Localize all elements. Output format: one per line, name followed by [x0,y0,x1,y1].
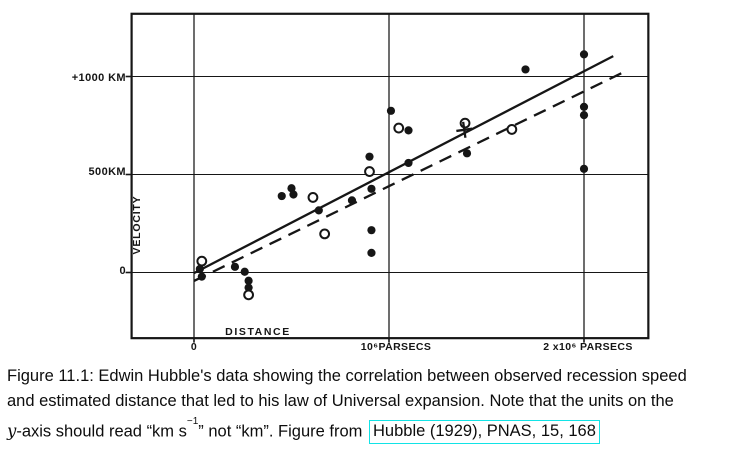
fit-line-dashed [194,72,624,281]
fit-line-solid [194,56,613,273]
data-point-filled [387,107,395,115]
data-point-open [197,257,206,266]
data-point-filled [367,249,375,257]
data-point-open [507,125,516,134]
data-point-open [320,229,329,238]
y-axis-title-velocity: VELOCITY [131,195,143,255]
data-point-filled [231,263,239,271]
data-point-filled [198,273,206,281]
y-tick-label-0: 0 [119,265,126,277]
data-point-open [461,119,470,128]
data-point-filled [367,226,375,234]
x-tick-label-0: 0 [190,341,198,353]
data-point-open [365,167,374,176]
caption-italic-y: y [7,421,17,441]
data-point-filled [241,268,249,276]
y-tick-label-500km: 500KM [88,166,126,178]
data-point-filled [580,111,588,119]
data-point-filled [348,196,356,204]
x-tick-label-1e6-parsecs: 10⁶PARSECS [360,341,432,353]
data-point-filled [365,153,373,161]
data-point-filled [289,190,297,198]
data-point-filled [463,149,471,157]
data-point-filled [521,65,529,73]
plot-border [132,14,649,338]
figure-caption [7,364,743,444]
data-point-filled [367,185,375,193]
data-point-filled [404,126,412,134]
data-point-open [394,124,403,133]
data-point-open [244,290,253,299]
x-axis-title-distance: DISTANCE [225,326,291,338]
caption-line-3 [7,415,743,445]
data-point-filled [580,50,588,58]
data-point-filled [404,159,412,167]
data-point-filled [278,192,286,200]
citation-link[interactable]: Hubble (1929), PNAS, 15, 168 [369,420,600,444]
caption-superscript: −1 [186,416,199,428]
caption-line-3-text-b: ” not “km”. Figure from [198,422,367,441]
data-point-filled [580,103,588,111]
data-point-filled [580,165,588,173]
x-tick-label-2e6-parsecs: 2 x10⁶ PARSECS [543,341,633,353]
data-point-filled [315,206,323,214]
data-point-open [309,193,318,202]
caption-line-1: Figure 11.1: Edwin Hubble's data showing the correlation between observed recession speed [7,367,687,385]
caption-line-3-text-a: -axis should read “km s [16,422,187,441]
caption-line-2: and estimated distance that led to his law of Universal expansion. Note that the units on the [7,392,674,411]
y-tick-label-1000km: +1000 KM [71,72,126,84]
